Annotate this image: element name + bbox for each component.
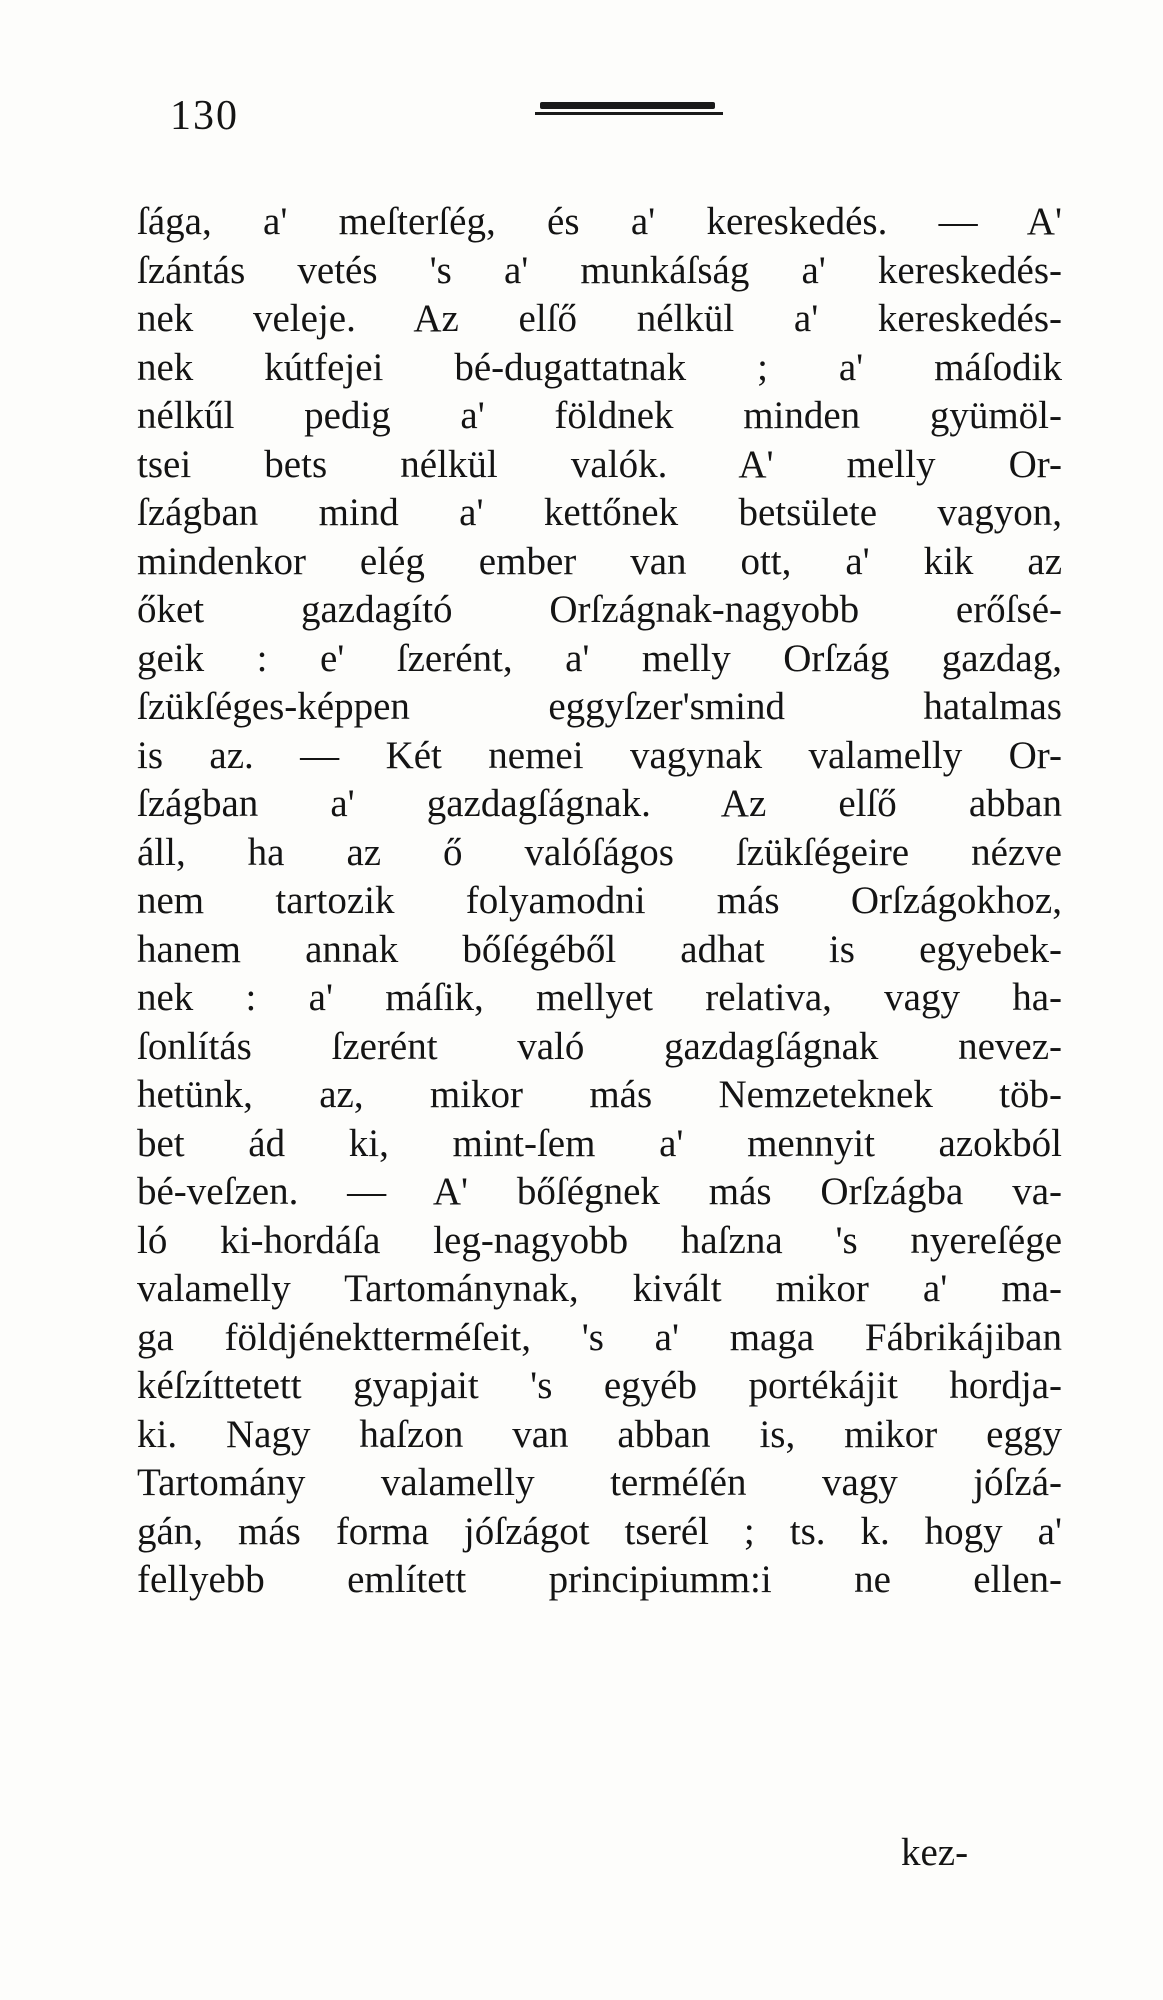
- text-line: tsei bets nélkül valók. A' melly Or-: [137, 442, 1062, 486]
- text-line: őket gazdagító Orſzágnak-nagyobb erőſsé-: [137, 588, 1062, 631]
- text-line: bet ád ki, mint-ſem a' mennyit azokból: [137, 1121, 1062, 1165]
- text-line: hanem annak bőſégéből adhat is egyebek-: [137, 927, 1062, 971]
- text-line: valamelly Tartománynak, kivált mikor a' ma-: [137, 1267, 1062, 1310]
- body-text: [137, 198, 1062, 1605]
- text-line: ki. Nagy haſzon van abban is, mikor eggy: [137, 1412, 1062, 1456]
- catchword: kez-: [901, 1831, 969, 1874]
- text-line: ſzágban mind a' kettőnek betsülete vagyon,: [137, 491, 1062, 534]
- text-line: geik : e' ſzerént, a' melly Orſzág gazdag,: [137, 636, 1062, 680]
- text-line: ga földjénektterméſeit, 's a' maga Fábrikájiban: [137, 1315, 1062, 1359]
- text-line: Tartomány valamelly terméſén vagy jóſzá-: [137, 1461, 1062, 1504]
- text-line: ſzántás vetés 's a' munkáſság a' kereskedés-: [137, 248, 1062, 292]
- text-line: ſzágban a' gazdagſágnak. Az elſő abban: [137, 782, 1062, 825]
- text-line: nélkűl pedig a' földnek minden gyümöl-: [137, 394, 1062, 437]
- text-line: gán, más forma jóſzágot tserél ; ts. k. hogy a': [137, 1509, 1062, 1553]
- header-rule-thin: [535, 112, 723, 115]
- text-line: kéſzíttetett gyapjait 's egyéb portékájit hordja-: [137, 1364, 1062, 1407]
- text-line: nek kútfejei bé-dugattatnak ; a' máſodik: [137, 345, 1062, 389]
- text-line: nek : a' máſik, mellyet relativa, vagy ha-: [137, 976, 1062, 1019]
- header-rule-ornament: [535, 102, 725, 116]
- header-rule-thick: [540, 102, 715, 109]
- text-line: ſonlítás ſzerént való gazdagſágnak nevez-: [137, 1024, 1062, 1068]
- page-number: 130: [170, 93, 239, 139]
- text-line: ſága, a' meſterſég, és a' kereskedés. — A': [137, 200, 1062, 243]
- text-line: ló ki-hordáſa leg-nagyobb haſzna 's nyereſége: [137, 1218, 1062, 1262]
- text-line: is az. — Két nemei vagynak valamelly Or-: [137, 733, 1062, 777]
- text-line: bé-veſzen. — A' bőſégnek más Orſzágba va-: [137, 1170, 1062, 1213]
- text-line: hetünk, az, mikor más Nemzeteknek töb-: [137, 1073, 1062, 1116]
- text-line: áll, ha az ő valóſágos ſzükſégeire nézve: [137, 830, 1062, 874]
- text-line: nek veleje. Az elſő nélkül a' kereskedés-: [137, 297, 1062, 340]
- text-line: nem tartozik folyamodni más Orſzágokhoz,: [137, 879, 1062, 922]
- text-line: ſzükſéges-képpen eggyſzer'smind hatalmas: [137, 685, 1062, 728]
- text-line: fellyebb említett principiumm:i ne ellen-: [137, 1558, 1062, 1601]
- text-line: mindenkor elég ember van ott, a' kik az: [137, 539, 1062, 583]
